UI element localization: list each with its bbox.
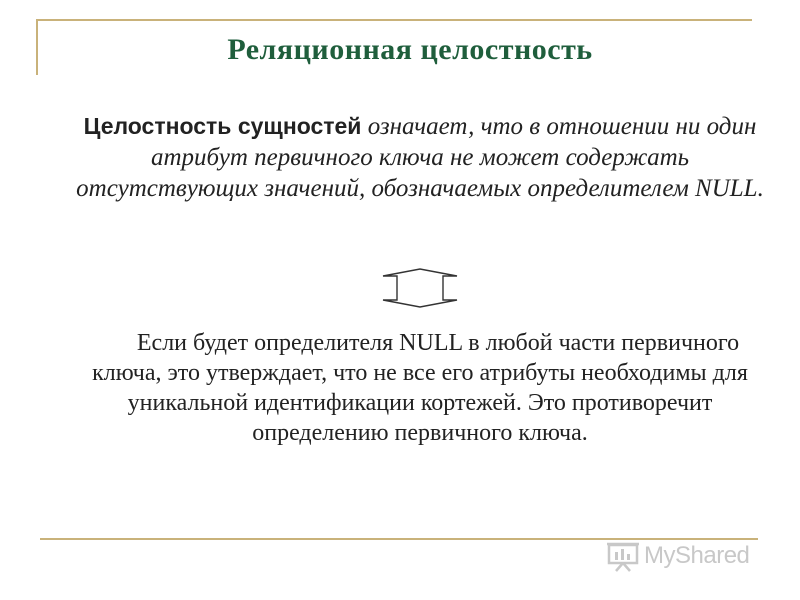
top-rule bbox=[37, 19, 752, 21]
double-headed-arrow-icon bbox=[380, 268, 460, 308]
explanation-paragraph bbox=[90, 328, 750, 448]
watermark bbox=[606, 538, 766, 574]
definition-term: Целостность сущностей bbox=[83, 113, 362, 139]
slide-title: Реляционная целостность bbox=[227, 33, 593, 66]
explanation-text: Если будет определителя NULL в любой части первичного ключа, это утверждает, что не все его атрибуты необходимы для уникальной идентификации кортежей. Это противоречит определению первичного ключа. bbox=[92, 330, 748, 446]
definition-text: означает, что в отношении ни один атрибут первичного ключа не может содержать отсутствующих значений, обозначаемых определителем NULL. bbox=[76, 113, 764, 202]
presentation-board-icon bbox=[606, 540, 640, 572]
definition-paragraph bbox=[60, 111, 780, 204]
watermark-text: MyShared bbox=[644, 542, 750, 569]
